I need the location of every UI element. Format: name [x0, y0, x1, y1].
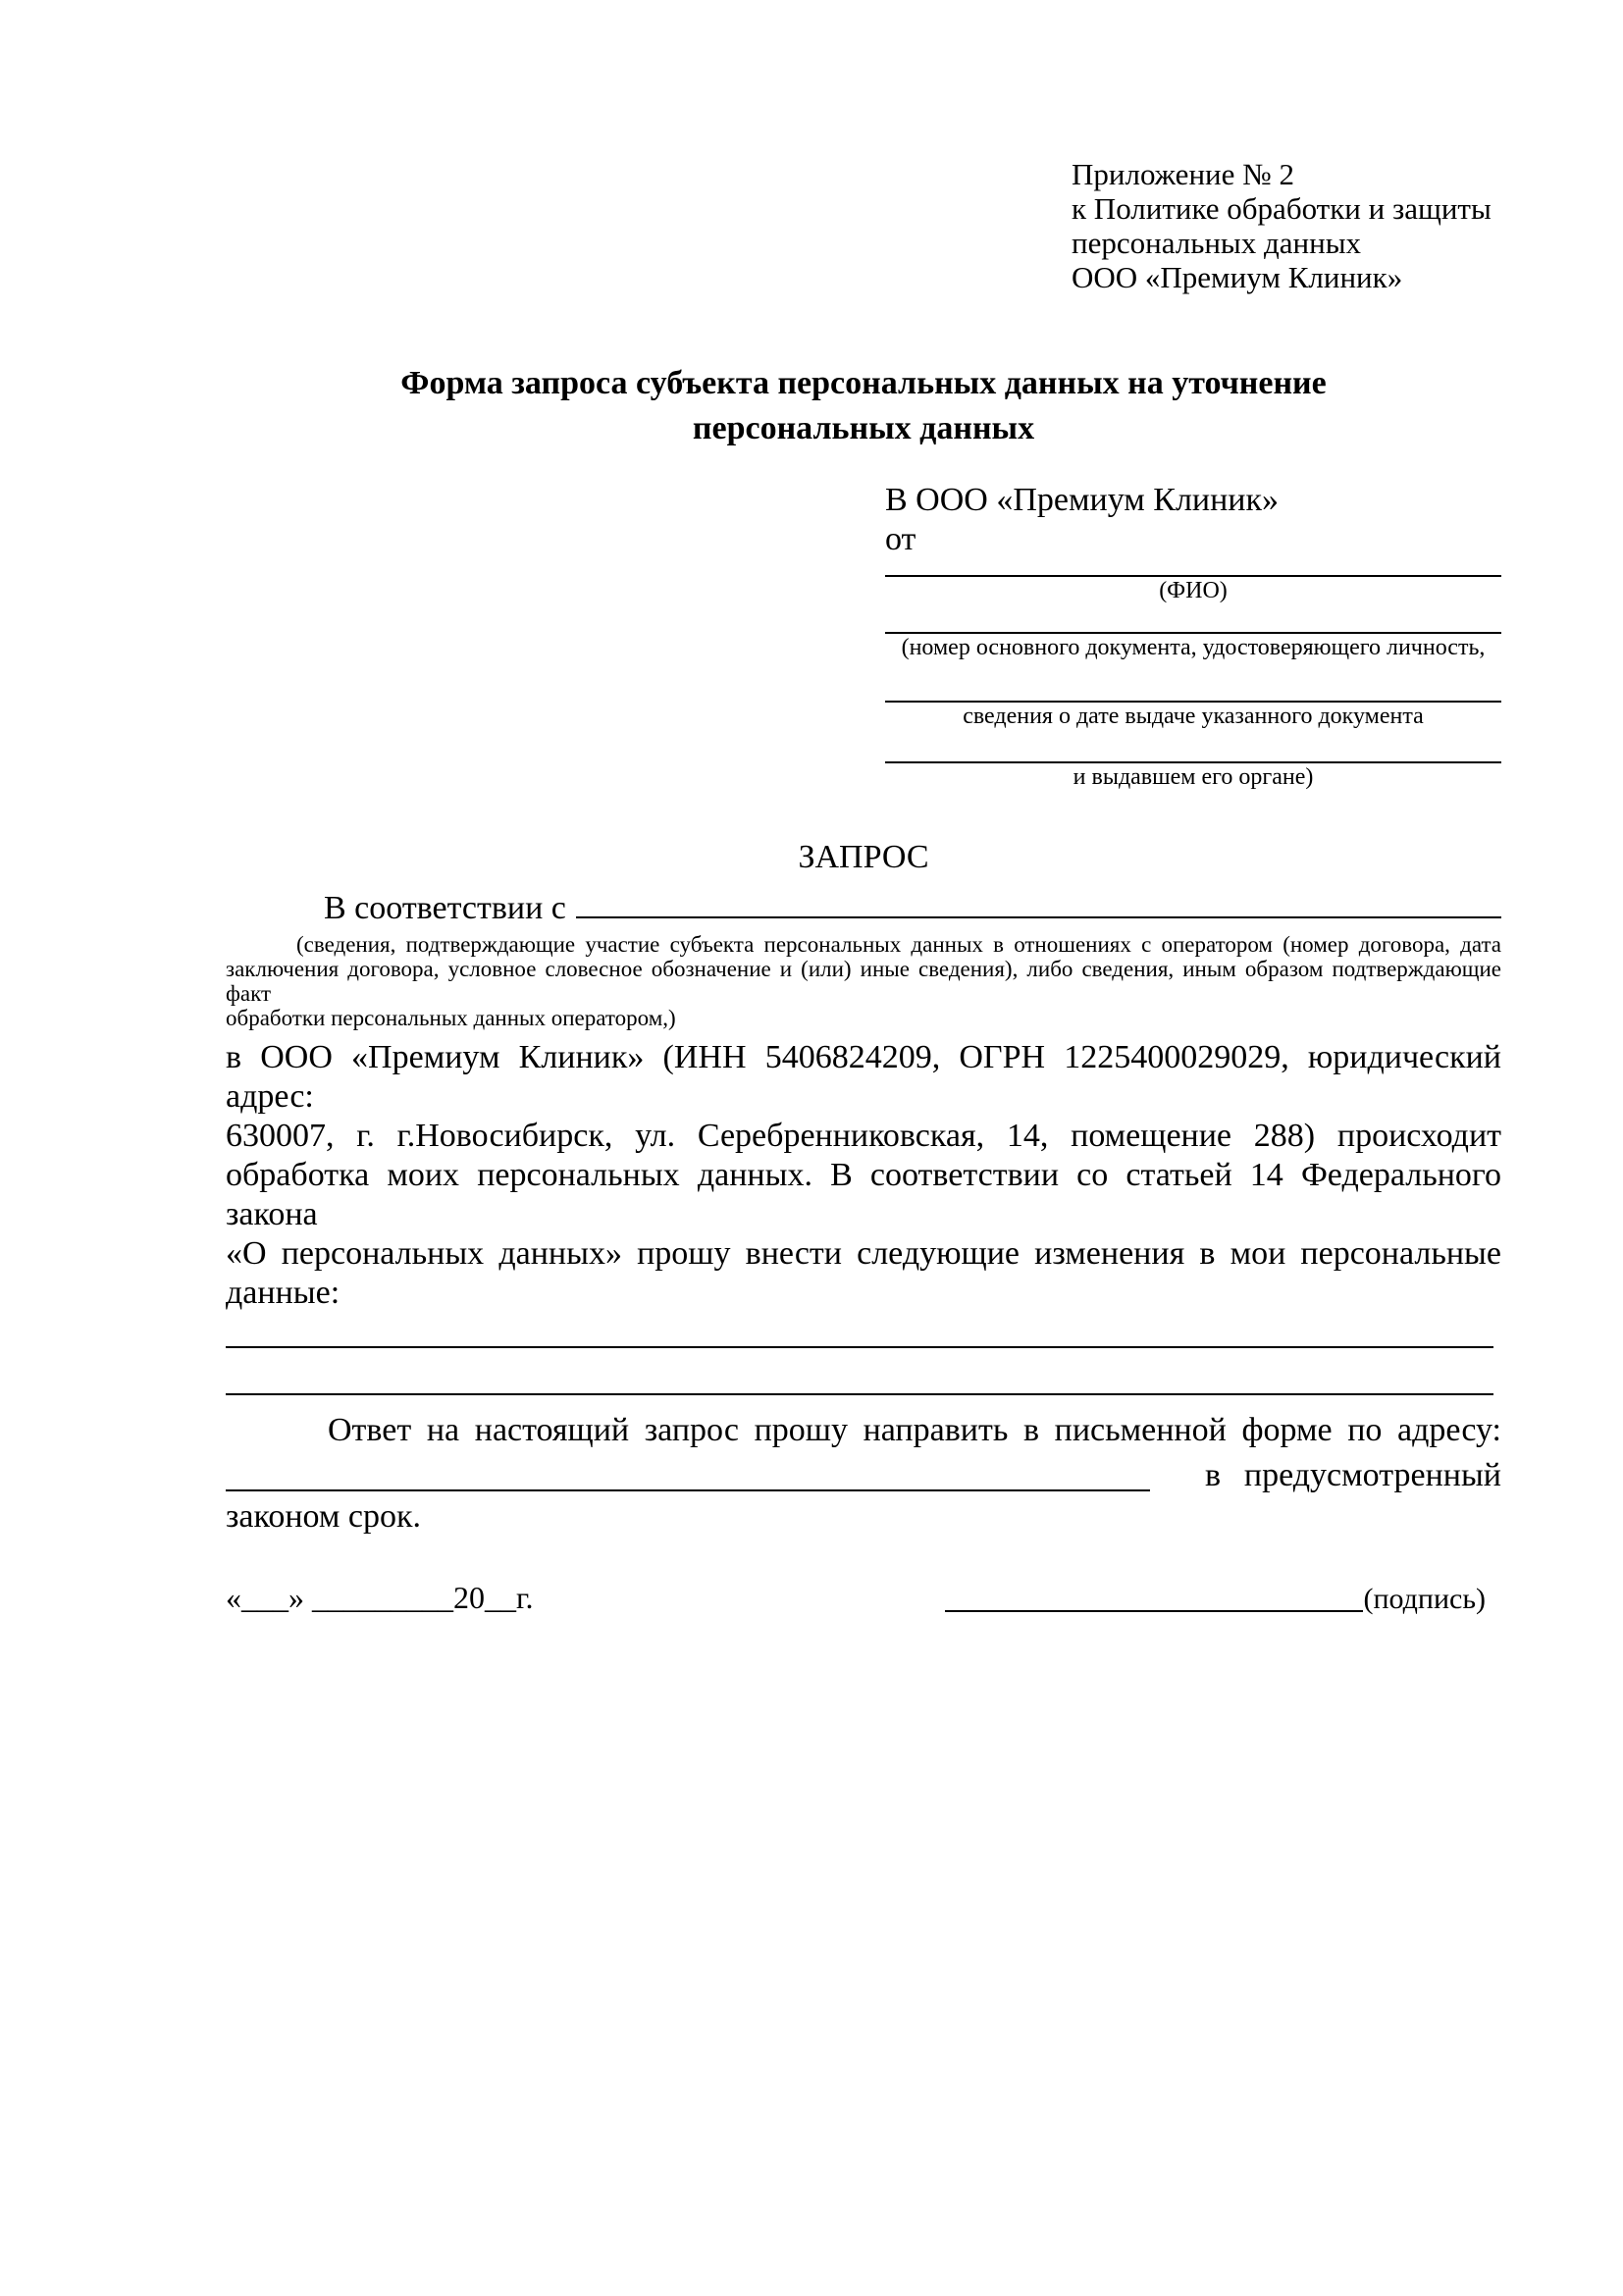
document-title-line: Форма запроса субъекта персональных данных на уточнение	[400, 365, 1327, 401]
reply-address-blank-line	[226, 1450, 1150, 1491]
reply-word-2: предусмотренный	[1243, 1457, 1501, 1493]
reply-paragraph	[226, 1411, 1501, 1539]
accordance-blank-line	[576, 887, 1501, 918]
appendix-header	[1072, 157, 1501, 294]
issuing-authority-caption: и выдавшем его органе)	[1073, 764, 1314, 790]
body-paragraph-line: 630007, г. г.Новосибирск, ул. Серебренниковская, 14, помещение 288) происходит	[226, 1118, 1501, 1154]
accordance-row	[226, 887, 1501, 926]
document-number-blank-line	[885, 616, 1501, 634]
document-number-caption: (номер основного документа, удостоверяющего личность,	[901, 635, 1486, 660]
changes-blank-line-1	[226, 1331, 1493, 1348]
changes-blank-line-2	[226, 1378, 1493, 1395]
accordance-caption	[226, 932, 1501, 1030]
signature-cell	[945, 1581, 1486, 1616]
reply-line-3: законом срок.	[226, 1498, 421, 1535]
issue-date-blank-line	[885, 685, 1501, 703]
signature-caption: (подпись)	[1363, 1583, 1486, 1615]
appendix-header-line: к Политике обработки и защиты	[1072, 191, 1492, 226]
issuing-authority-blank-line	[885, 746, 1501, 763]
addressee-from-label: от	[885, 521, 916, 557]
appendix-header-line: Приложение № 2	[1072, 157, 1294, 191]
body-paragraph-line: обработка моих персональных данных. В соответствии со статьей 14 Федерального закона	[226, 1157, 1501, 1232]
issue-date-caption: сведения о дате выдаче указанного документа	[963, 704, 1424, 729]
appendix-header-line: персональных данных	[1072, 226, 1362, 260]
date-blank: «___» _________20__г.	[226, 1580, 534, 1615]
body-paragraph	[226, 1038, 1501, 1313]
reply-line-2	[226, 1450, 1501, 1495]
document-title-line: персональных данных	[692, 410, 1035, 446]
body-paragraph-line: в ООО «Премиум Клиник» (ИНН 5406824209, ОГРН 1225400029029, юридический адрес:	[226, 1039, 1501, 1115]
date-signature-row	[226, 1580, 1501, 1616]
request-heading: ЗАПРОС	[798, 839, 929, 875]
fio-caption: (ФИО)	[1159, 578, 1228, 603]
accordance-caption-line: заключения договора, условное словесное обозначение и (или) иные сведения), либо сведения, иным образом подтверждающие факт	[226, 957, 1501, 1006]
addressee-block	[885, 481, 1501, 791]
body-paragraph-line: «О персональных данных» прошу внести следующие изменения в мои персональные	[226, 1235, 1501, 1272]
reply-word-1: в	[1205, 1457, 1222, 1493]
reply-line-1: Ответ на настоящий запрос прошу направить в письменной форме по адресу:	[328, 1412, 1501, 1448]
accordance-prefix: В соответствии с	[324, 890, 566, 926]
appendix-header-line: ООО «Премиум Клиник»	[1072, 260, 1403, 294]
accordance-caption-line: (сведения, подтверждающие участие субъекта персональных данных в отношениях с оператором (номер договора, дата	[296, 932, 1501, 957]
signature-blank-line	[945, 1581, 1363, 1612]
addressee-to: В ООО «Премиум Клиник»	[885, 482, 1280, 518]
body-paragraph-line: данные:	[226, 1275, 340, 1311]
accordance-caption-line: обработки персональных данных оператором,)	[226, 1006, 676, 1030]
document-title	[226, 361, 1501, 451]
fio-blank-line	[885, 559, 1501, 577]
